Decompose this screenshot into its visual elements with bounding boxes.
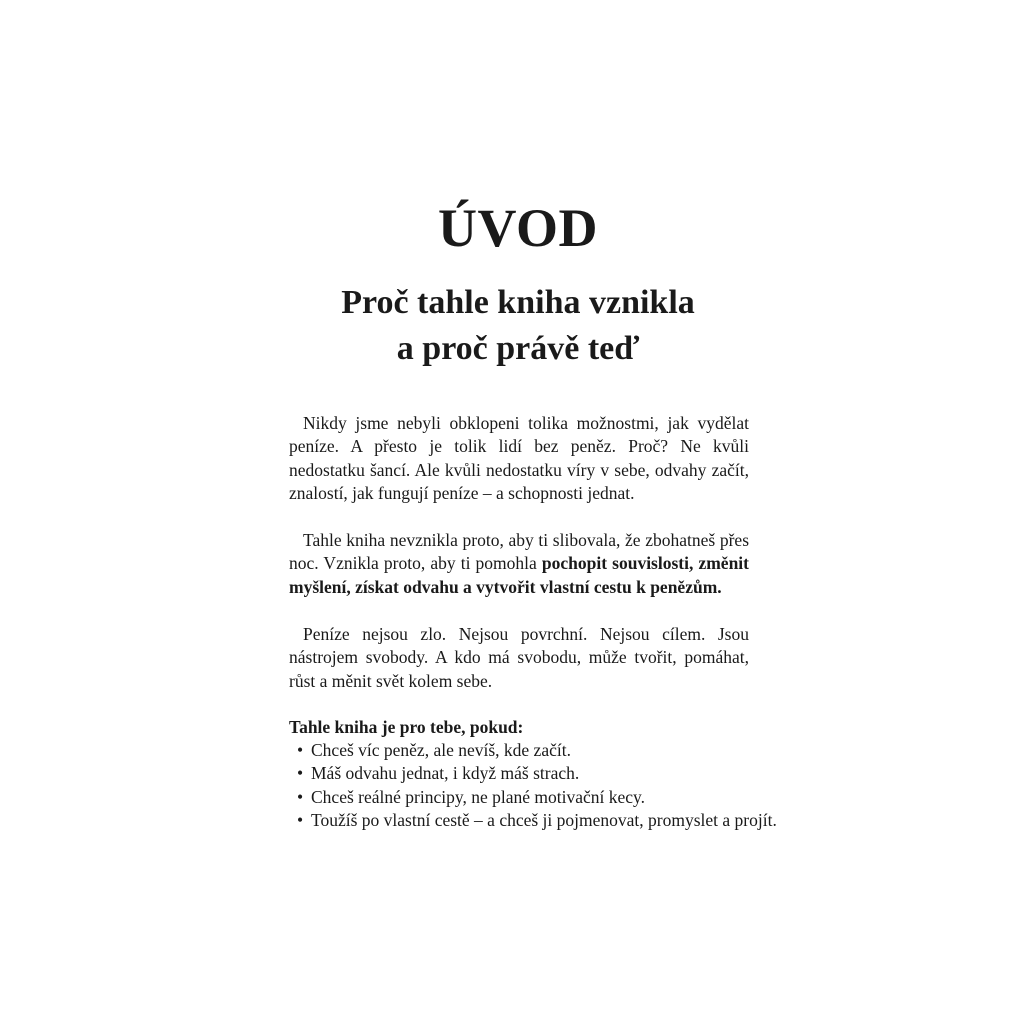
subtitle-line-2: a proč právě teď xyxy=(396,330,640,367)
bullet-icon: • xyxy=(297,763,304,784)
paragraph-3-text: Peníze nejsou zlo. Nejsou povrchní. Nejsou cílem. Jsou nástrojem svobody. A kdo má svobodu, může tvořit, pomáhat, růst a měnit svět kolem sebe. xyxy=(289,624,749,691)
paragraph-2-text: Tahle kniha nevznikla proto, aby ti slibovala, že zbohatneš přes noc. Vznikla proto, aby ti pomohla xyxy=(289,530,749,574)
list-item-text: Chceš víc peněz, ale nevíš, kde začít. xyxy=(311,740,571,760)
list-item-text: Toužíš po vlastní cestě – a chceš ji pojmenovat, promyslet a projít. xyxy=(311,809,777,830)
subtitle-line-1: Proč tahle kniha vznikla xyxy=(341,284,695,321)
chapter-title: ÚVOD xyxy=(438,198,598,258)
paragraph-2 xyxy=(289,529,749,599)
bullet-list xyxy=(289,739,777,832)
paragraph-1 xyxy=(289,412,749,505)
bullet-icon: • xyxy=(297,786,304,807)
list-item xyxy=(289,739,759,762)
list-item-text: Máš odvahu jednat, i když máš strach. xyxy=(311,763,580,784)
paragraph-1-text: Nikdy jsme nebyli obklopeni tolika možnostmi, jak vydělat peníze. A přesto je tolik lidí bez peněz. Proč? Ne kvůli nedostatku šancí. Ale kvůli nedostatku víry v sebe, odvahy začít, znalostí, jak fungují peníze – a schopnosti jednat. xyxy=(289,413,749,503)
list-item xyxy=(289,786,759,809)
list-item-text: Chceš reálné principy, ne plané motivační kecy. xyxy=(311,786,645,807)
paragraph-2-emphasis: pochopit souvislosti, změnit myšlení, získat odvahu a vytvořit vlastní cestu k penězům. xyxy=(289,553,749,597)
list-item xyxy=(289,809,777,832)
list-item xyxy=(289,762,759,785)
chapter-subtitle xyxy=(0,280,1024,372)
paragraph-3 xyxy=(289,623,749,693)
bullet-icon: • xyxy=(297,740,304,760)
list-heading: Tahle kniha je pro tebe, pokud: xyxy=(289,717,524,737)
bullet-icon: • xyxy=(297,809,304,830)
